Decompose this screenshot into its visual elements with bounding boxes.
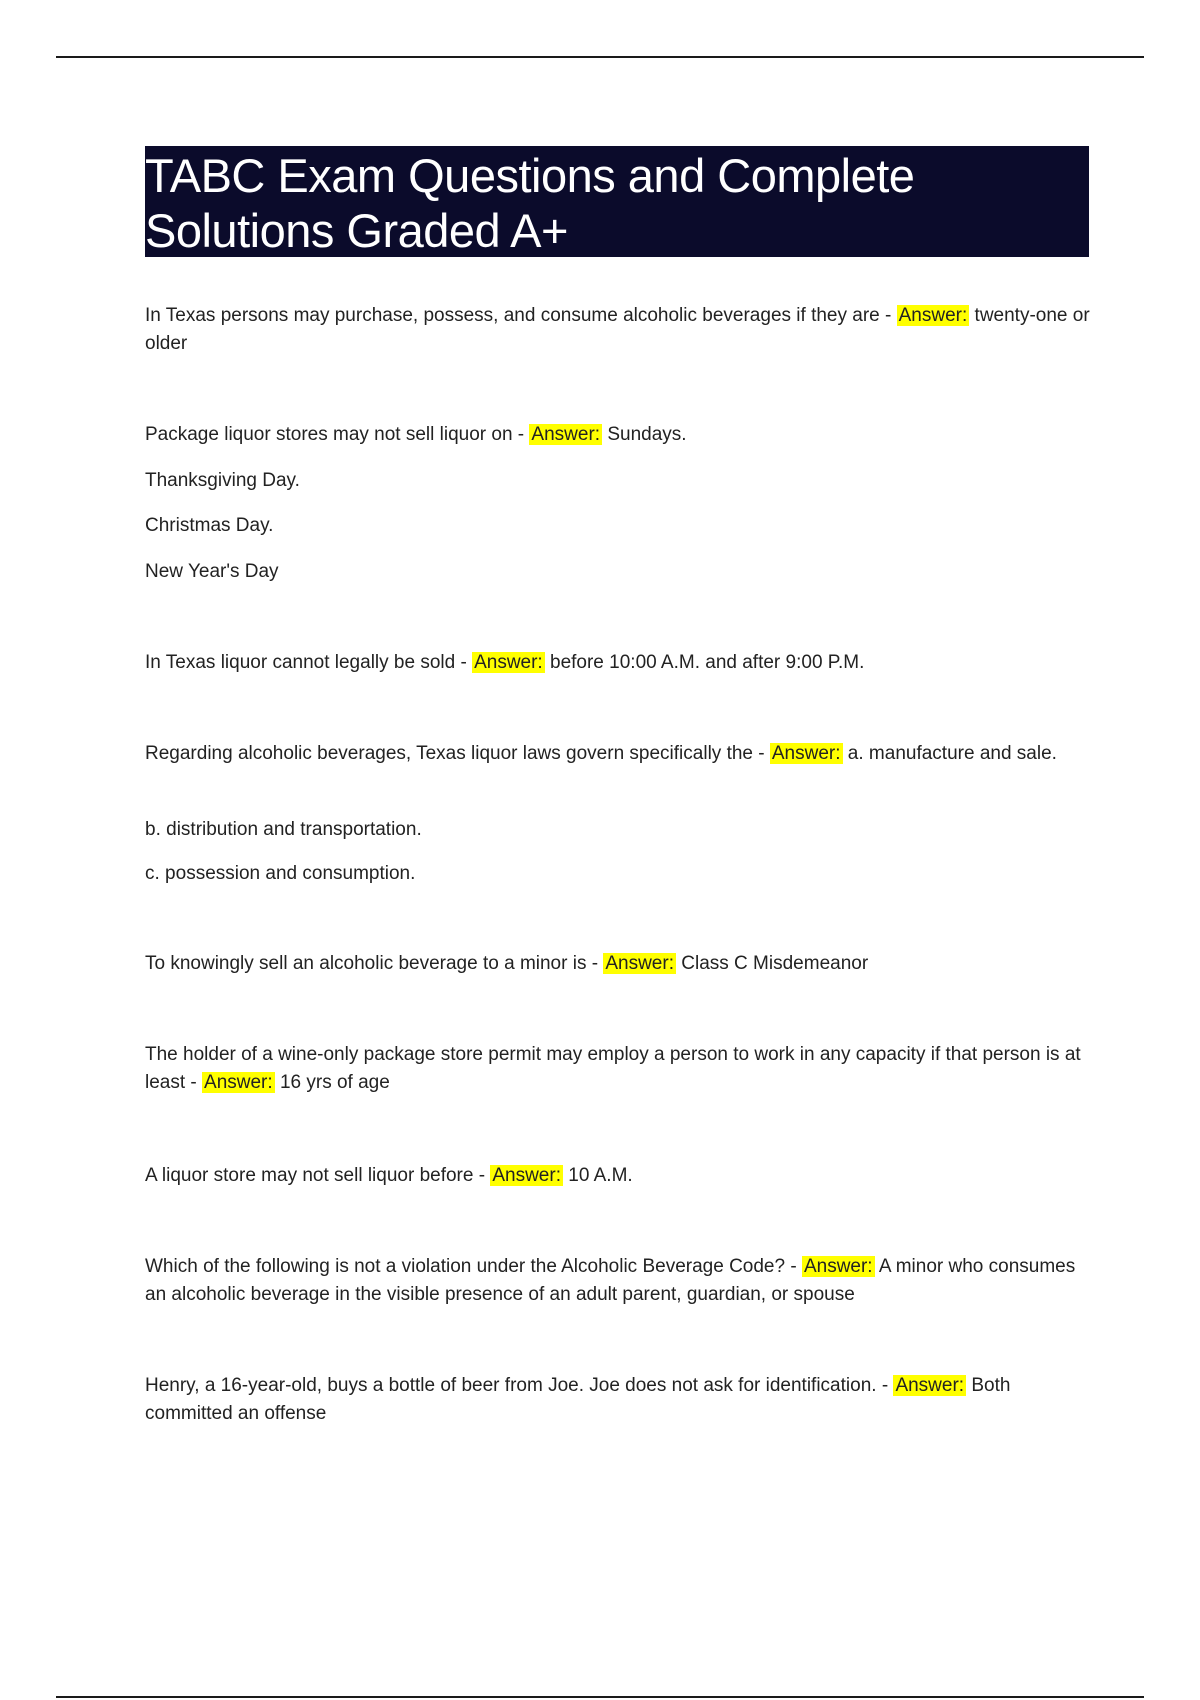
- answer-label: Answer:: [605, 953, 674, 974]
- answer-text: Class C Misdemeanor: [681, 953, 869, 974]
- separator: -: [785, 1256, 802, 1277]
- qa-text: [145, 1372, 1095, 1428]
- answer-label: Answer:: [531, 424, 601, 445]
- title-banner: [145, 146, 1089, 257]
- qa-item-1: [145, 302, 1095, 358]
- qa-text: [145, 740, 1095, 768]
- qa-text: [145, 649, 1095, 677]
- answer-text: Both committed an offense: [145, 1375, 1011, 1424]
- answer-extra-line: Thanksgiving Day.: [145, 470, 300, 491]
- question-text: Regarding alcoholic beverages, Texas liquor laws govern specifically the: [145, 743, 753, 764]
- answer-label: Answer:: [771, 743, 841, 764]
- qa-item-5: [145, 950, 1095, 978]
- separator: -: [185, 1072, 203, 1093]
- question-text: The holder of a wine-only package store permit may employ a person to work in any capacity if that person is at least: [145, 1044, 1081, 1093]
- question-text: Package liquor stores may not sell liquor on: [145, 424, 513, 445]
- page-title: TABC Exam Questions and Complete Solutions Graded A+: [145, 149, 915, 257]
- answer-extra-line: b. distribution and transportation.: [145, 819, 422, 840]
- answer-extra-line: c. possession and consumption.: [145, 863, 416, 884]
- answer-label: Answer:: [895, 1375, 965, 1396]
- qa-text: [145, 1253, 1095, 1309]
- question-text: A liquor store may not sell liquor before: [145, 1165, 474, 1186]
- qa-text: [145, 302, 1095, 358]
- question-text: In Texas persons may purchase, possess, and consume alcoholic beverages if they are: [145, 305, 880, 326]
- separator: -: [455, 652, 473, 673]
- qa-text: [145, 421, 1095, 449]
- separator: -: [473, 1165, 491, 1186]
- qa-item-4: [145, 740, 1095, 768]
- answer-text: twenty-one or older: [145, 305, 1090, 354]
- qa-text: [145, 1162, 1095, 1190]
- qa-item-3: [145, 649, 1095, 677]
- separator: -: [752, 743, 770, 764]
- answer-label: Answer:: [898, 305, 968, 326]
- answer-label: Answer:: [474, 652, 543, 673]
- separator: -: [586, 953, 604, 974]
- bottom-rule: [56, 1696, 1144, 1698]
- question-text: Henry, a 16-year-old, buys a bottle of beer from Joe. Joe does not ask for identification.: [145, 1375, 877, 1396]
- question-text: In Texas liquor cannot legally be sold: [145, 652, 456, 673]
- answer-text: A minor who consumes an alcoholic beverage in the visible presence of an adult parent, guardian, or spouse: [145, 1256, 1076, 1305]
- answer-label: Answer:: [492, 1165, 561, 1186]
- qa-item-9: [145, 1372, 1095, 1428]
- answer-label: Answer:: [803, 1256, 873, 1277]
- question-text: To knowingly sell an alcoholic beverage to a minor is: [145, 953, 587, 974]
- answer-extra-line: New Year's Day: [145, 561, 279, 582]
- answer-text: Sundays.: [607, 424, 687, 445]
- answer-extra-line: Christmas Day.: [145, 515, 274, 536]
- answer-text: a. manufacture and sale.: [847, 743, 1057, 764]
- answer-text: 16 yrs of age: [279, 1072, 390, 1093]
- question-text: Which of the following is not a violation under the Alcoholic Beverage Code?: [145, 1256, 786, 1277]
- qa-item-8: [145, 1253, 1095, 1309]
- answer-label: Answer:: [204, 1072, 273, 1093]
- answer-text: before 10:00 A.M. and after 9:00 P.M.: [550, 652, 865, 673]
- qa-item-7: [145, 1162, 1095, 1190]
- separator: -: [512, 424, 530, 445]
- top-rule: [56, 56, 1144, 58]
- qa-item-6: [145, 1041, 1095, 1097]
- separator: -: [876, 1375, 894, 1396]
- separator: -: [879, 305, 897, 326]
- qa-text: [145, 1041, 1095, 1097]
- qa-text: [145, 950, 1095, 978]
- qa-item-2: [145, 421, 1095, 449]
- answer-text: 10 A.M.: [568, 1165, 633, 1186]
